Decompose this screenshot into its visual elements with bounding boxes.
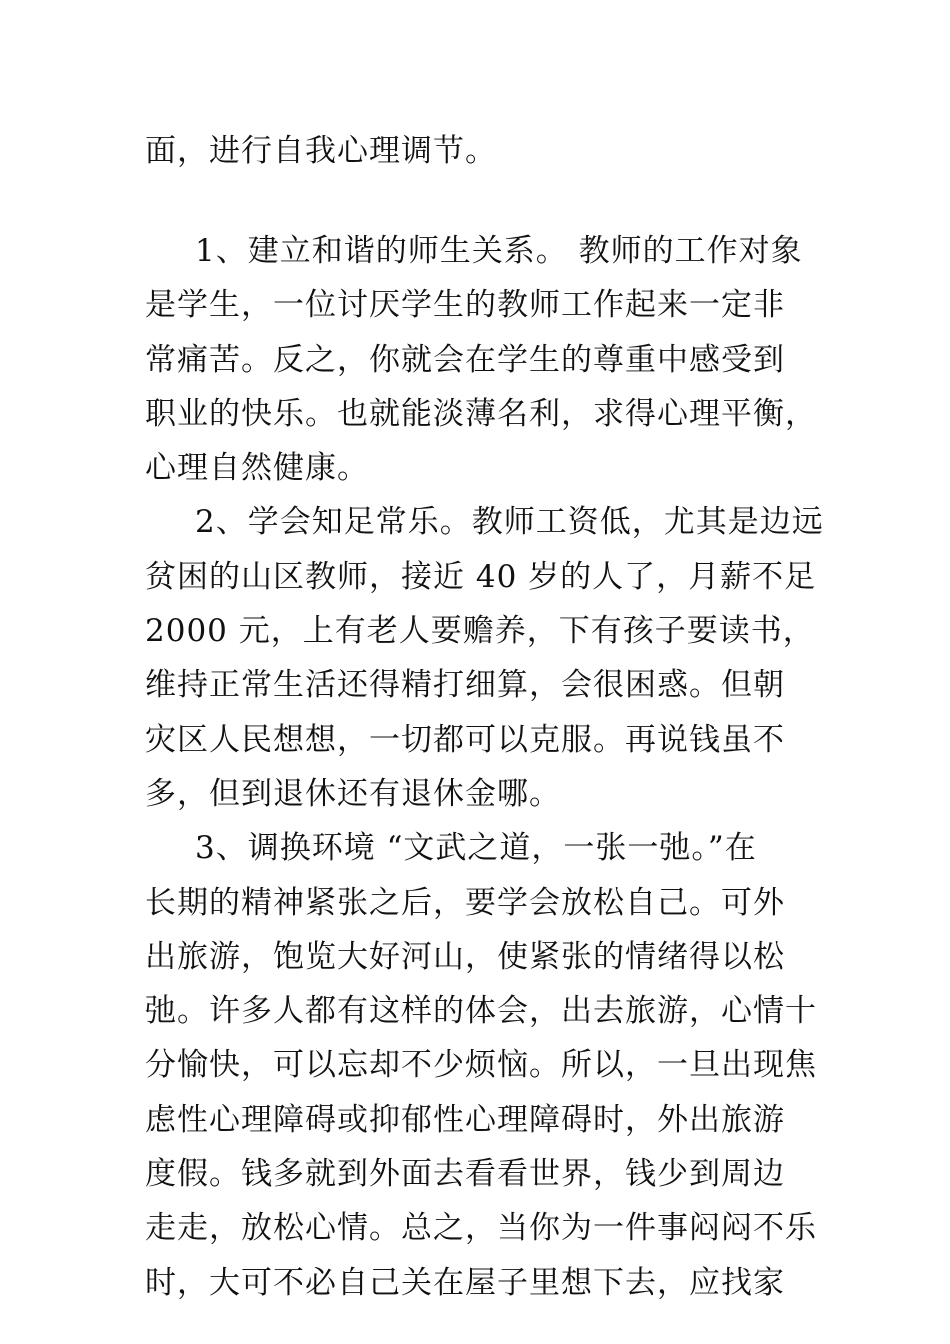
paragraph-3-line-7: 度假。钱多就到外面去看看世界，钱少到周边: [145, 1156, 785, 1193]
paragraph-3-line-6: 虑性心理障碍或抑郁性心理障碍时，外出旅游: [145, 1101, 785, 1138]
paragraph-2-line-2: 贫困的山区教师，接近 40 岁的人了，月薪不足: [145, 558, 817, 595]
paragraph-3-line-1: 3、调换环境 “文武之道，一张一弛。”在: [195, 830, 757, 867]
paragraph-1-line-4: 职业的快乐。也就能淡薄名利，求得心理平衡，: [145, 395, 817, 432]
body-text: [145, 224, 824, 1310]
paragraph-3-line-5: 分愉快，可以忘却不少烦恼。所以，一旦出现焦: [145, 1047, 817, 1084]
paragraph-3-line-8: 走走，放松心情。总之，当你为一件事闷闷不乐: [145, 1210, 817, 1247]
paragraph-2-line-3: 2000 元，上有老人要赡养，下有孩子要读书，: [145, 613, 815, 650]
paragraph-2-line-1: 2、学会知足常乐。教师工资低，尤其是边远: [195, 504, 824, 541]
paragraph-1-line-1: 1、建立和谐的师生关系。 教师的工作对象: [195, 233, 803, 269]
paragraph-3-line-3: 出旅游，饱览大好河山，使紧张的情绪得以松: [145, 938, 785, 975]
paragraph-2-line-4: 维持正常生活还得精打细算，会很困惑。但朝: [145, 667, 785, 704]
text-line: 面，进行自我心理调节。: [145, 133, 497, 169]
paragraph-1-line-2: 是学生，一位讨厌学生的教师工作起来一定非: [145, 287, 785, 324]
intro-paragraph: [145, 124, 810, 178]
paragraph-2-line-5: 灾区人民想想，一切都可以克服。再说钱虽不: [145, 721, 785, 758]
paragraph-3-line-2: 长期的精神紧张之后，要学会放松自己。可外: [145, 884, 785, 921]
paragraph-1-line-3: 常痛苦。反之，你就会在学生的尊重中感受到: [145, 341, 785, 378]
paragraph-3-line-4: 弛。许多人都有这样的体会，出去旅游，心情十: [145, 993, 817, 1030]
paragraph-1-line-5: 心理自然健康。: [145, 450, 369, 487]
paragraph-3-line-9: 时，大可不必自己关在屋子里想下去，应找家: [145, 1264, 785, 1301]
paragraph-2-line-6: 多，但到退休还有退休金哪。: [145, 775, 561, 812]
